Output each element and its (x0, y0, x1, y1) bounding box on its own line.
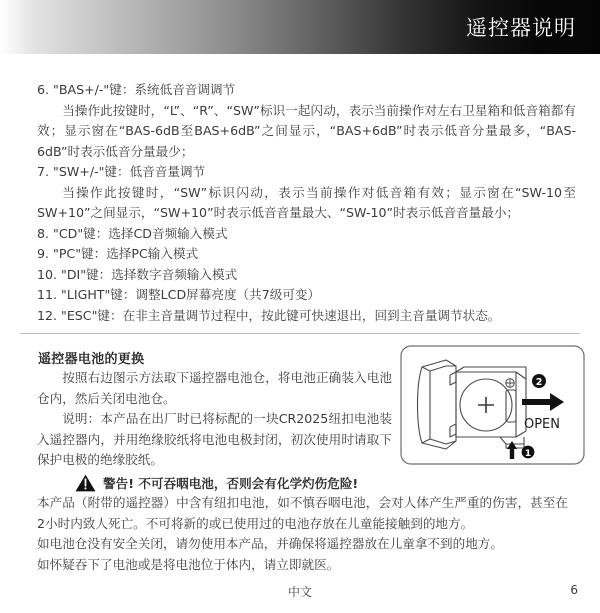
list-item-number: 6. (37, 82, 50, 97)
list-item (37, 306, 576, 327)
open-label: OPEN (523, 417, 561, 432)
list-item-number: 8. (37, 225, 50, 241)
list-item-number: 12. (37, 307, 58, 323)
list-item-title: "PC"键：选择PC输入模式 (53, 246, 199, 261)
list-item-title: "CD"键：选择CD音频输入模式 (53, 225, 228, 241)
remote-battery-diagram (400, 345, 585, 465)
list-item-title: "BAS+/-"键：系统低音音调调节 (53, 82, 236, 97)
battery-paragraph-2: 说明：本产品在出厂时已将标配的一块CR2025纽扣电池装入遥控器内，并用绝缘胶纸将电池电极封闭，初次使用时请取下保护电极的绝缘胶纸。 (37, 411, 392, 467)
main-content (0, 54, 600, 326)
warning-triangle-icon (75, 474, 96, 492)
list-item-body: 当操作此按键时，“SW”标识闪动，表示当前操作对低音箱有效；显示窗在“SW-10至SW+10”之间显示，“SW+10”时表示低音音量最大、“SW-10”时表示低音音量最小； (37, 184, 576, 220)
warning-body (37, 493, 568, 575)
svg-text:2: 2 (535, 377, 543, 388)
list-item-title: "ESC"键：在非主音量调节过程中，按此键可快速退出，回到主音量调节状态。 (61, 307, 501, 323)
list-item-title: "DI"键：选择数字音频输入模式 (61, 266, 238, 282)
list-item-body: 当操作此按键时，“L”、“R”、“SW”标识一起闪动，表示当前操作对左右卫星箱和低音箱都有效；显示窗在“BAS-6dB至BAS+6dB”之间显示，“BAS+6dB”时表示低音分量最多，“BAS-6dB”时表示低音分量最少； (37, 102, 576, 159)
remote-key-instruction-list (0, 54, 600, 326)
screw-icon (506, 379, 514, 387)
page-header-bar (0, 0, 600, 54)
list-item (37, 162, 576, 183)
page-title: 遥控器说明 (466, 16, 576, 40)
list-item (37, 244, 576, 265)
footer-page-number: 6 (570, 583, 578, 597)
battery-warning-section (37, 472, 567, 575)
battery-paragraph-1: 按照右边图示方法取下遥控器电池仓，将电池正确装入电池仓内，然后关闭电池仓。 (37, 370, 392, 406)
step-2-badge (532, 374, 546, 388)
warning-line: 如怀疑吞下了电池或是将电池位于体内，请立即就医。 (37, 556, 340, 572)
warning-headline-row (37, 472, 567, 493)
section-divider (20, 333, 580, 334)
warning-line: 如电池仓没有安全关闭，请勿使用本产品，并确保将遥控器放在儿童拿不到的地方。 (37, 536, 503, 551)
list-item (37, 224, 576, 245)
battery-section-text (37, 368, 392, 471)
battery-section-heading: 遥控器电池的更换 (38, 352, 145, 367)
list-item-number: 10. (37, 266, 58, 282)
list-item-number: 9. (37, 246, 50, 261)
list-item (37, 80, 576, 101)
list-item-title: "LIGHT"键：调整LCD屏幕亮度（共7级可变） (61, 287, 321, 302)
list-item-number: 11. (37, 287, 58, 302)
list-item (37, 285, 576, 306)
footer-language-label: 中文 (287, 585, 312, 599)
svg-text:1: 1 (524, 449, 532, 459)
list-item-title: "SW+/-"键：低音音量调节 (53, 164, 206, 179)
warning-title: 警告! 不可吞咽电池，否则会有化学灼伤危险! (103, 476, 359, 491)
list-item (37, 265, 576, 286)
page-footer (0, 583, 600, 601)
list-item-number: 7. (37, 164, 50, 179)
warning-line: 本产品（附带的遥控器）中含有纽扣电池，如不慎吞咽电池，会对人体产生严重的伤害，甚至在2小时内致人死亡。不可将新的或已使用过的电池存放在儿童能接触到的地方。 (37, 495, 568, 531)
